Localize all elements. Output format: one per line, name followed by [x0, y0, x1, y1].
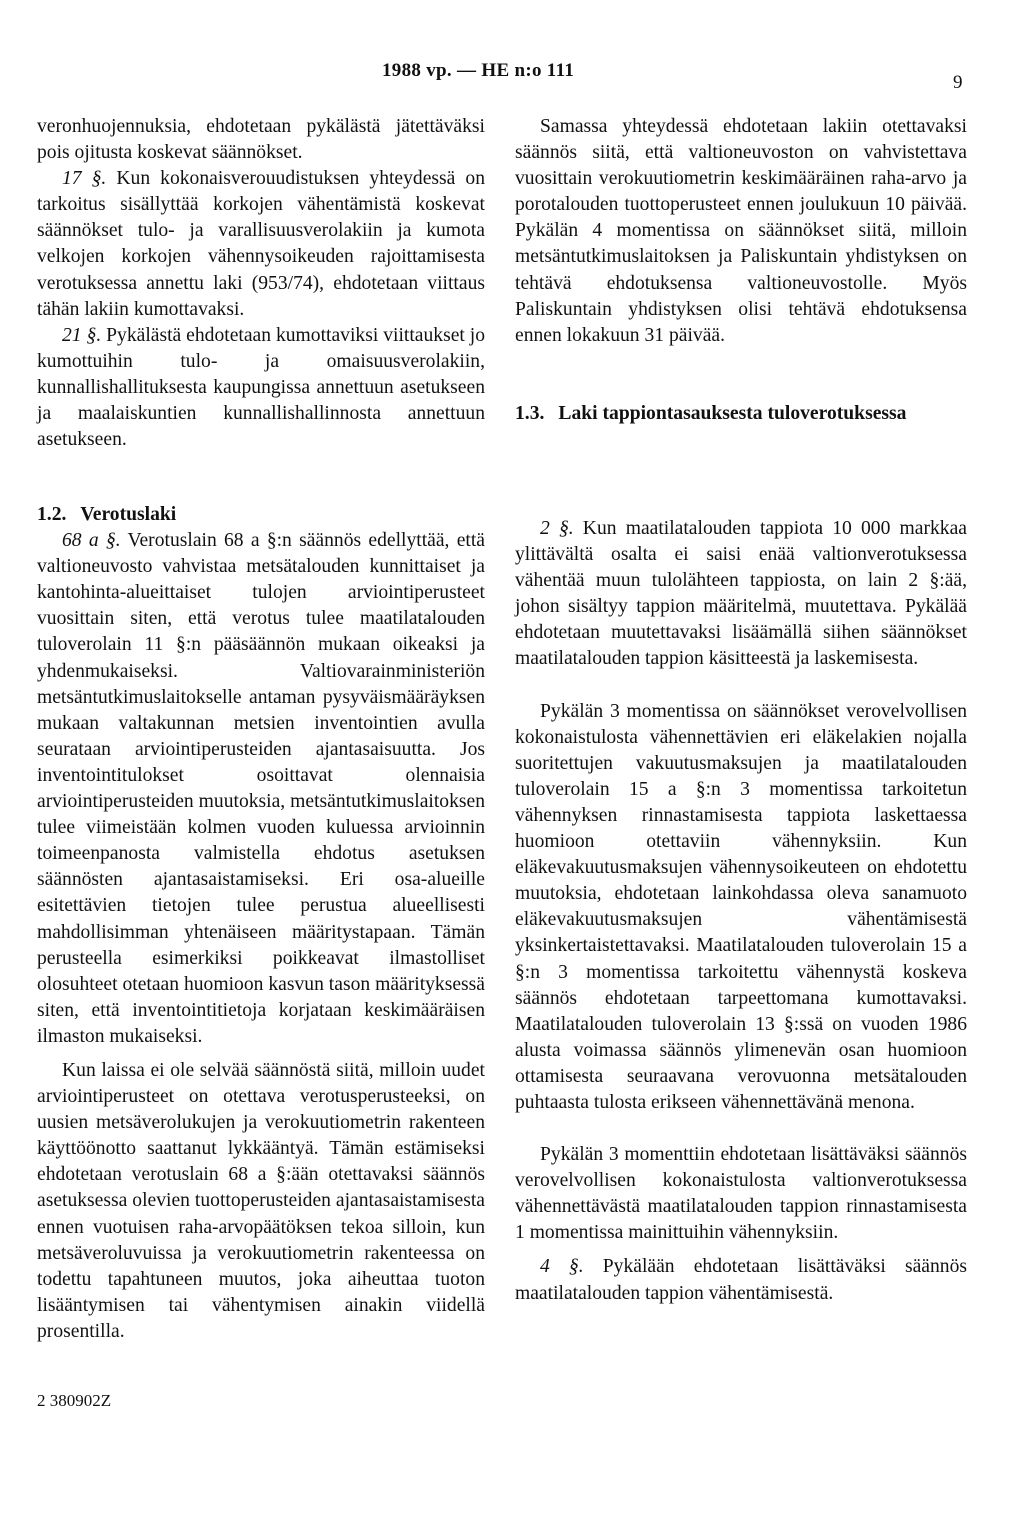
- page-number: 9: [953, 72, 963, 93]
- paragraph-text: Pykälään ehdotetaan lisättäväksi säännös maatilatalouden tappion vähentämisestä.: [515, 1256, 968, 1304]
- paragraph-text: Kun maatilatalouden tappiota 10 000 markkaa ylittävältä osalta ei saisi enää valtionverotuksessa vähentää muun tulolähteen tappiosta, on lain 2 §:ää, johon sisältyy tappion määritelmä, muutettava. Pykälää ehdotetaan muutettavaksi lisäämällä siihen säännökset maatilatalouden tappion käsitteestä ja laskemisesta.: [515, 518, 967, 670]
- paragraph-text: Kun kokonaisverouudistuksen yhteydessä on tarkoitus sisällyttää korkojen vähentämistä koskevat säännökset tulo- ja varallisuusverolakiin ja kumota velkojen korkojen vähennysoikeuden rajoittamisesta verotuksessa annettu laki (953/74), ehdotetaan viittaus tähän lakiin kumottavaksi.: [37, 168, 486, 320]
- left-column-top: [37, 114, 485, 453]
- paragraph: Pykälän 3 momenttiin ehdotetaan lisättäväksi säännös verovelvollisen kokonaistulosta valtionverotuksessa vähennettävästä maatilatalouden tappion rinnastamisesta 1 momentissa mainittuihin vähennyksiin.: [515, 1144, 967, 1244]
- section-heading-tappiontasaus: [515, 401, 967, 427]
- paragraph: Kun laissa ei ole selvää säännöstä siitä, milloin uudet arviointiperusteet on otettava verotusperusteeksi, on uusien metsäverolukujen ja verokuutiometrin rakenteen käyttöönotto saattanut lykkääntyä. Tämän estämiseksi ehdotetaan verotuslain 68 a §:ään otettavaksi säännös asetuksessa olevien tuottoperusteiden ajantasaistamisesta ennen vuotuisen raha-arvopäätöksen tekoa silloin, kun metsäveroluvuissa ja verokuutiometrin rakenteessa on todettu tapahtuneen muutos, joka aiheuttaa tuoton lisääntymisen tai vähentymisen ainakin viidellä prosentilla.: [37, 1059, 485, 1342]
- section-mark: 17 §.: [62, 168, 107, 190]
- paragraph: veronhuojennuksia, ehdotetaan pykälästä jätettäväksi pois ojitusta koskevat säännökset.: [37, 116, 485, 164]
- section-mark: 68 a §.: [62, 530, 121, 552]
- paragraph-68a: [37, 528, 485, 1050]
- heading-text: Verotuslaki: [80, 504, 177, 525]
- running-title: 1988 vp. — HE n:o 111: [382, 60, 575, 81]
- paragraph-21: [37, 323, 485, 453]
- heading-number: 1.3.: [515, 402, 545, 424]
- heading-text: Laki tappiontasauksesta tuloverotuksessa: [558, 402, 907, 424]
- page-header: [0, 60, 1024, 93]
- paragraph-4: [515, 1254, 967, 1306]
- heading-number: 1.2.: [37, 504, 67, 525]
- spacer: [515, 349, 967, 401]
- right-column-bottom: [515, 516, 967, 1307]
- paragraph-text: Pykälästä ehdotetaan kumottaviksi viittaukset jo kumottuihin tulo- ja omaisuusverolakiin, kunnallishallituksesta kaupungissa annettuun asetukseen ja maalaiskuntien kunnallishallinnosta annettuun asetukseen.: [37, 324, 485, 451]
- section-mark: 21 §.: [62, 324, 102, 346]
- right-column-top: [515, 114, 967, 427]
- paragraph-17: [37, 166, 485, 323]
- section-mark: 2 §.: [540, 518, 574, 539]
- paragraph-2: [515, 516, 967, 673]
- section-mark: 4 §.: [540, 1256, 584, 1278]
- paragraph: Samassa yhteydessä ehdotetaan lakiin otettavaksi säännös siitä, että valtioneuvoston on vahvistettava vuosittain verokuutiometrin keskimääräinen raha-arvo ja porotalouden tuottoperusteet ennen joulukuun 10 päivää. Pykälän 4 momentissa on säännökset siitä, milloin metsäntutkimuslaitoksen ja Paliskuntain yhdistyksen on tehtävä ehdotuksensa valtioneuvostolle. Myös Paliskuntain yhdistyksen olisi tehtävä ehdotuksensa ennen lokakuun 31 päivää.: [515, 116, 967, 346]
- paragraph-text: Verotuslain 68 a §:n säännös edellyttää, että valtioneuvosto vahvistaa metsätalouden kunnittaiset ja kantohinta-alueittaiset tulojen arviointiperusteet vuosittain siten, että verotus tulee maatilatalouden tuloverolain 11 §:n pääsäännön mukaan oikeaksi ja yhdenmukaiseksi. Valtiovarainministeriön metsäntutkimuslaitokselle antaman pysyväismääräyksen mukaan valtakunnan metsien inventointien avulla seurataan arviointiperusteiden ajantasaisuutta. Jos inventointitulokset osoittavat olennaisia arviointiperusteiden muutoksia, metsäntutkimuslaitoksen tulee viimeistään kolmen vuoden kuluessa arvioinnin toimeenpanosta valmistella ehdotus asetuksen säännösten ajantasaistamiseksi. Eri osa-alueille esitettävien tietojen tulee perustua alueellisesti mahdollisimman yhtenäiseen määritystapaan. Tämän perusteella esimerkiksi poikkeavat ilmastolliset olosuhteet otetaan huomioon kasvun tason määrityksessä siten, että inventointitietoja korjataan keskimääräisen ilmaston mukaiseksi.: [37, 530, 485, 1047]
- print-code: 2 380902Z: [37, 1391, 112, 1410]
- left-column-bottom: [37, 502, 485, 1345]
- paragraph: Pykälän 3 momentissa on säännökset verovelvollisen kokonaistulosta vähennettävien eri eläkelakien nojalla suoritettujen vakuutusmaksujen ja maatilatalouden tuloverolain 15 a §:n 3 momentissa tarkoitetun vähennyksen rinnastamisesta tappiota laskettaessa huomioon otettaviin vähennyksiin. Kun eläkevakuutusmaksujen vähennysoikeuteen on ehdotettu muutoksia, ehdotetaan lainkohdassa oleva sanamuoto eläkevakuutusmaksujen vähentämisestä yksinkertaistettavaksi. Maatilatalouden tuloverolain 15 a §:n 3 momentissa tarkoitettu vähennystä koskeva säännös ehdotetaan tarpeettomana kumottavaksi. Maatilatalouden tuloverolain 13 §:ssä on vuoden 1986 alusta voimassa säännös ylimenevän osan huomioon ottamisesta seuraavana verovuonna metsätalouden puhtaasta tulosta erikseen vähennettävänä menona.: [515, 700, 967, 1113]
- section-heading-verotuslaki: [37, 502, 485, 528]
